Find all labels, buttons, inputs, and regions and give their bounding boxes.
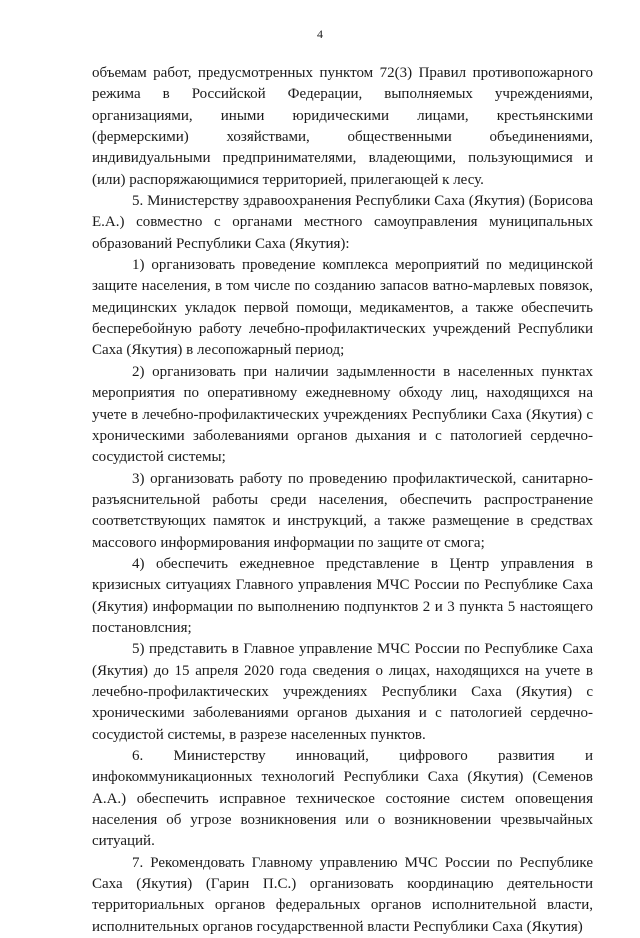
paragraph-subitem-1: 1) организовать проведение комплекса мероприятий по медицинской защите населения, в том числе по созданию запасов ватно-марлевых повязок, медицинских укладок первой помощи, медикаментов, а также обеспечить бесперебойную работу лечебно-профилактических учреждений Республики Саха (Якутия) в лесопожарный период; bbox=[92, 257, 593, 359]
paragraph-subitem-4: 4) обеспечить ежедневное представление в Центр управления в кризисных ситуациях Главного управления МЧС России по Республике Саха (Якутия) информации по выполнению подпунктов 2 и 3 пункта 5 настоящего постановлсния; bbox=[92, 555, 593, 636]
paragraph-item-5: 5. Министерству здравоохранения Республики Саха (Якутия) (Борисова Е.А.) совместно с органами местного самоуправления муниципальных образований Республики Саха (Якутия): bbox=[92, 193, 593, 252]
paragraph-continuation: объемам работ, предусмотренных пунктом 72(3) Правил противопожарного режима в Российской Федерации, выполняемых учреждениями, организациями, иными юридическими лицами, крестьянскими (фермерскими) хозяйствами, общественными объединениями, индивидуальными предпринимателями, владеющими, пользующимися и (или) распоряжающимися территорией, прилегающей к лесу. bbox=[92, 65, 593, 188]
page-number: 4 bbox=[317, 27, 323, 41]
document-body bbox=[92, 63, 593, 938]
paragraph-item-6: 6. Министерству инноваций, цифрового развития и инфокоммуникационных технологий Республики Саха (Якутия) (Семенов А.А.) обеспечить исправное техническое состояние систем оповещения населения об угрозе возникновения или о возникновении чрезвычайных ситуаций. bbox=[92, 748, 593, 850]
paragraph-subitem-3: 3) организовать работу по проведению профилактической, санитарно-разъяснительной работы среди населения, обеспечить распространение соответствующих памяток и инструкций, а также размещение в средствах массового информирования информации по защите от смога; bbox=[92, 470, 593, 551]
paragraph-subitem-2: 2) организовать при наличии задымленности в населенных пунктах мероприятия по оперативному ежедневному обходу лиц, находящихся на учете в лечебно-профилактических учреждениях Республики Саха (Якутия) с хроническими заболеваниями органов дыхания и с патологией сердечно-сосудистой системы; bbox=[92, 363, 593, 466]
paragraph-subitem-5: 5) представить в Главное управление МЧС России по Республике Саха (Якутия) до 15 апреля 2020 года сведения о лицах, находящихся на учете в лечебно-профилактических учреждениях Республики Саха (Якутия) с хроническими заболеваниями органов дыхания и с патологией сердечно-сосудистой системы, в разрезе населенных пунктов. bbox=[92, 641, 593, 743]
paragraph-item-7: 7. Рекомендовать Главному управлению МЧС России по Республике Саха (Якутия) (Гарин П.С.) организовать координацию деятельности территориальных органов федеральных органов исполнительной власти, исполнительных органов государственной власти Республики Саха (Якутия) bbox=[92, 854, 593, 935]
